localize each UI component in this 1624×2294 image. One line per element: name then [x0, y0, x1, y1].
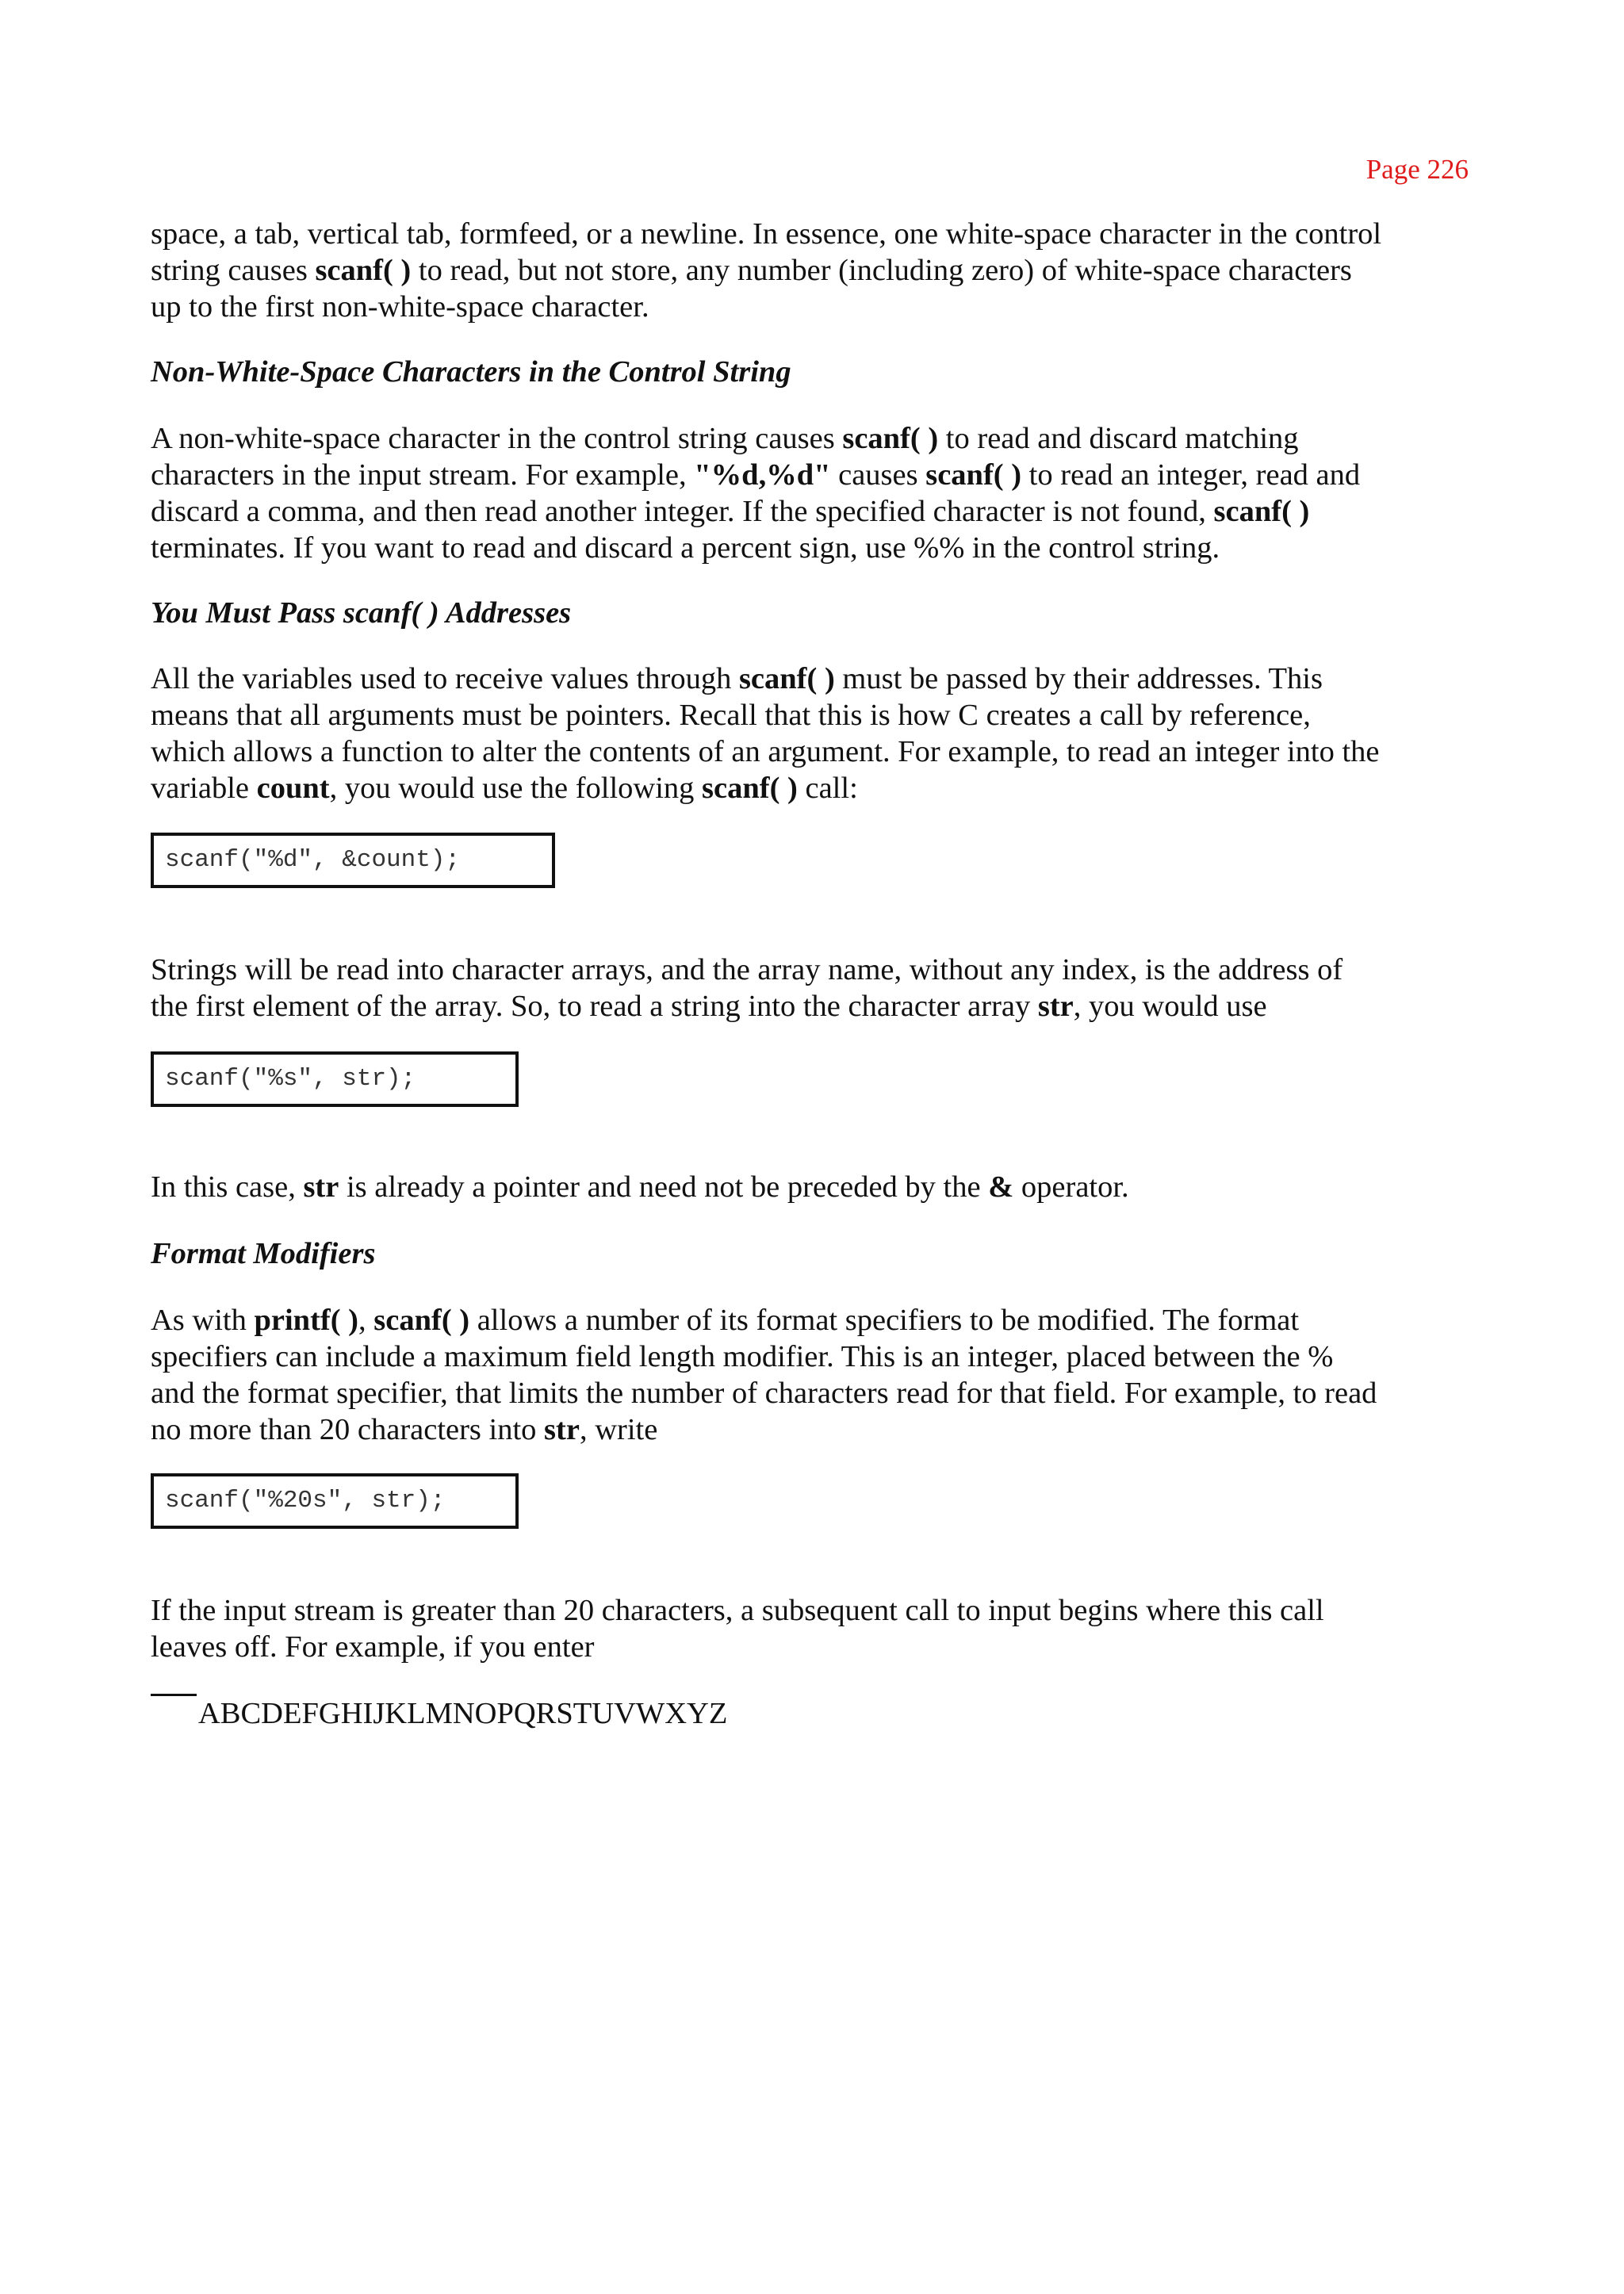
text-line: terminates. If you want to read and discard a percent sign, use %% in the control string.: [151, 531, 1220, 565]
paragraph-input: [151, 1592, 1469, 1665]
code-term: str: [303, 1170, 339, 1204]
text-line: [151, 420, 1469, 457]
text-line: If the input stream is greater than 20 characters, a subsequent call to input begins where this call: [151, 1594, 1324, 1627]
text-line: [151, 1411, 1469, 1448]
section-heading: You Must Pass scanf( ) Addresses: [151, 596, 572, 630]
paragraph-intro: [151, 216, 1469, 325]
paragraph-strings: [151, 952, 1469, 1024]
text-run: string causes: [151, 254, 316, 287]
text-line: means that all arguments must be pointers. Recall that this is how C creates a call by reference,: [151, 699, 1311, 732]
text-line: [151, 988, 1469, 1024]
text-line: specifiers can include a maximum field length modifier. This is an integer, placed between the %: [151, 1340, 1334, 1373]
text-line: [151, 661, 1469, 697]
text-run: to read and discard matching: [938, 422, 1299, 455]
text-line: space, a tab, vertical tab, formfeed, or a newline. In essence, one white-space character in the control: [151, 217, 1382, 251]
code-term: scanf( ): [842, 422, 939, 455]
code-term: count: [256, 772, 330, 805]
text-run: , you would use: [1073, 990, 1267, 1023]
code-term: scanf( ): [702, 772, 798, 805]
text-run: characters in the input stream. For example,: [151, 458, 695, 492]
text-line: [151, 252, 1469, 289]
code-term: scanf( ): [315, 254, 412, 287]
code-term: &: [988, 1170, 1014, 1204]
text-run: the first element of the array. So, to read a string into the character array: [151, 990, 1038, 1023]
code-term: printf( ): [254, 1304, 359, 1337]
text-run: no more than 20 characters into: [151, 1413, 545, 1446]
text-line: [151, 1302, 1469, 1338]
section-heading: Format Modifiers: [151, 1237, 376, 1270]
text-run: operator.: [1013, 1170, 1129, 1204]
paragraph-addresses: [151, 661, 1469, 806]
text-run: allows a number of its format specifiers to be modified. The format: [469, 1304, 1300, 1337]
page-number: Page 226: [1365, 154, 1469, 185]
code-block-str: scanf("%s", str);: [151, 1051, 519, 1107]
text-run: , write: [579, 1413, 658, 1446]
code-block-20s: scanf("%20s", str);: [151, 1473, 519, 1529]
code-term: scanf( ): [738, 662, 835, 695]
text-run: All the variables used to receive values through: [151, 662, 739, 695]
text-run: to read an integer, read and: [1021, 458, 1361, 492]
text-line: [151, 770, 1469, 806]
code-term: str: [544, 1413, 580, 1446]
text-line: [151, 493, 1469, 530]
text-line: leaves off. For example, if you enter: [151, 1630, 595, 1664]
text-line: and the format specifier, that limits the number of characters read for that field. For example, to read: [151, 1377, 1377, 1410]
text-run: discard a comma, and then read another integer. If the specified character is not found,: [151, 495, 1214, 528]
text-run: call:: [797, 772, 858, 805]
divider: [151, 1694, 197, 1696]
text-run: to read, but not store, any number (including zero) of white-space characters: [411, 254, 1352, 287]
text-line: Strings will be read into character arrays, and the array name, without any index, is the address of: [151, 953, 1343, 986]
text-run: As with: [151, 1304, 255, 1337]
text-run: variable: [151, 772, 257, 805]
code-term: scanf( ): [373, 1304, 470, 1337]
code-term: scanf( ): [1213, 495, 1310, 528]
paragraph-case: [151, 1169, 1469, 1205]
code-term: scanf( ): [925, 458, 1022, 492]
text-line: [151, 1169, 1469, 1205]
text-run: , you would use the following: [329, 772, 703, 805]
text-run: A non-white-space character in the control string causes: [151, 422, 843, 455]
text-run: In this case,: [151, 1170, 304, 1204]
code-block-count: scanf("%d", &count);: [151, 833, 555, 888]
section-heading: Non-White-Space Characters in the Control String: [151, 355, 791, 389]
paragraph-format: [151, 1302, 1469, 1448]
alphabet-sample: ABCDEFGHIJKLMNOPQRSTUVWXYZ: [198, 1697, 728, 1730]
text-line: which allows a function to alter the contents of an argument. For example, to read an integer into the: [151, 735, 1380, 768]
text-run: is already a pointer and need not be preceded by the: [339, 1170, 989, 1204]
text-run: must be passed by their addresses. This: [834, 662, 1323, 695]
code-term: "%d,%d": [694, 458, 831, 492]
text-line: [151, 457, 1469, 493]
text-run: causes: [830, 458, 926, 492]
text-line: up to the first non-white-space character.: [151, 290, 649, 324]
text-run: ,: [358, 1304, 374, 1337]
paragraph-nonwhite: [151, 420, 1469, 566]
code-term: str: [1037, 990, 1074, 1023]
